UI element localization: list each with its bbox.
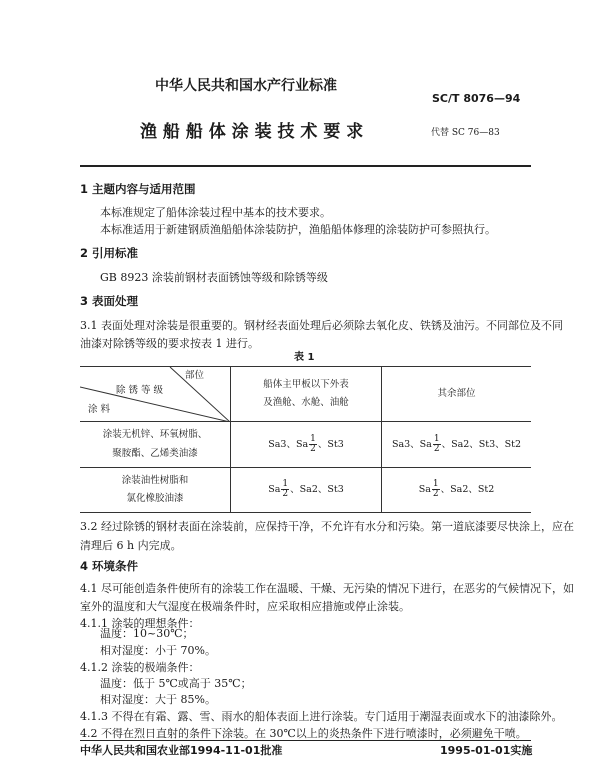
- clause-4-1-1: 4.1.1 涂装的理想条件：: [80, 617, 200, 630]
- doc-title: 渔 船 船 体 涂 装 技 术 要 求: [140, 122, 364, 142]
- numerator: 1: [310, 433, 316, 444]
- grade-cell: [382, 422, 532, 468]
- fraction: [309, 435, 317, 454]
- paint-line: 氯化橡胶油漆: [126, 493, 184, 504]
- table-caption: 表 1: [294, 352, 315, 363]
- paint-line: 涂装油性树脂和: [121, 474, 189, 486]
- paragraph-3-2: 3.2 经过除锈的钢材表面在涂装前，应保持干净，不允许有水分和污染。第一道底漆要尽快涂上，应在: [80, 520, 574, 533]
- table-corner-header: [80, 367, 231, 422]
- table-row: [80, 422, 531, 468]
- paint-cell: [80, 422, 231, 468]
- section-3-heading: 3 表面处理: [80, 294, 139, 308]
- corner-paint-label: 涂 料: [88, 404, 111, 415]
- ideal-humidity: 相对湿度：小于 70%。: [100, 644, 216, 657]
- paragraph: 本标准规定了船体涂装过程中基本的技术要求。: [100, 206, 331, 219]
- column-header-other: 其余部位: [382, 367, 532, 422]
- paragraph-3-1-cont: 油漆对除锈等级的要求按表 1 进行。: [80, 337, 259, 350]
- grade-text: Sa3、Sa: [391, 438, 432, 450]
- denominator: 2: [433, 443, 440, 454]
- effective-date: 1995-01-01实施: [440, 744, 533, 757]
- header-rule: [80, 165, 531, 167]
- denominator: 2: [310, 443, 316, 454]
- fraction: [433, 435, 441, 454]
- section-1-heading: 1 主题内容与适用范围: [80, 182, 196, 196]
- clause-4-1-3: 4.1.3 不得在有霜、露、雪、雨水的船体表面上进行涂装。专门适用于潮湿表面或水下的油漆除外。: [80, 710, 563, 723]
- approval-note: 中华人民共和国农业部1994-11-01批准: [80, 744, 283, 757]
- paragraph-3-1: 3.1 表面处理对涂装是很重要的。钢材经表面处理后必须除去氧化皮、铁锈及油污。不同部位及不同: [80, 319, 563, 332]
- paragraph-4-1: 4.1 尽可能创造条件使所有的涂装工作在温暖、干燥、无污染的情况下进行，在恶劣的气候情况下，如: [80, 582, 574, 595]
- corner-position-label: 部位: [185, 370, 205, 381]
- ideal-temperature: 温度：10~30℃；: [100, 627, 194, 640]
- standard-code: SC/T 8076—94: [432, 92, 521, 105]
- clause-4-1-2: 4.1.2 涂装的极端条件：: [80, 661, 200, 674]
- org-title: 中华人民共和国水产行业标准: [155, 78, 337, 94]
- grade-text: 、Sa2、St3、St2: [441, 438, 522, 450]
- numerator: 1: [432, 479, 439, 490]
- denominator: 2: [432, 489, 439, 500]
- header-line: 及渔舱、水舱、油舱: [263, 397, 349, 408]
- fraction: [281, 480, 289, 499]
- denominator: 2: [282, 489, 289, 500]
- grade-text: 、Sa2、St2: [440, 484, 495, 496]
- replaces-note: 代替 SC 76—83: [431, 128, 500, 138]
- grade-cell: [382, 468, 532, 513]
- section-2-heading: 2 引用标准: [80, 246, 139, 260]
- grade-cell: [231, 468, 382, 513]
- section-4-heading: 4 环境条件: [80, 559, 139, 573]
- paragraph-4-1-cont: 室外的温度和大气湿度在极端条件时，应采取相应措施或停止涂装。: [80, 600, 410, 613]
- footer-rule: [80, 740, 531, 741]
- grade-text: 、Sa2、St3: [290, 484, 344, 496]
- numerator: 1: [282, 479, 289, 490]
- numerator: 1: [433, 433, 440, 444]
- header-line: 船体主甲板以下外表: [263, 378, 349, 390]
- grade-text: Sa3、Sa: [268, 438, 309, 450]
- grade-text: 、St3: [317, 438, 344, 450]
- paint-line: 涂装无机锌、环氧树脂、: [102, 429, 208, 441]
- extreme-humidity: 相对湿度：大于 85%。: [100, 693, 216, 706]
- grade-text: Sa: [268, 484, 281, 496]
- corner-grade-label: 除 锈 等 级: [116, 385, 164, 396]
- extreme-temperature: 温度：低于 5℃或高于 35℃；: [100, 677, 252, 690]
- paragraph: 本标准适用于新建钢质渔船船体涂装防护，渔船船体修理的涂装防护可参照执行。: [100, 223, 496, 236]
- table-1: [80, 366, 531, 513]
- grade-cell: [231, 422, 382, 468]
- grade-text: Sa: [418, 484, 431, 496]
- column-header-hull: [231, 367, 382, 422]
- paragraph-3-2-cont: 清理后 6 h 内完成。: [80, 539, 182, 552]
- paint-cell: [80, 468, 231, 513]
- reference-item: GB 8923 涂装前钢材表面锈蚀等级和除锈等级: [100, 271, 328, 284]
- paint-line: 聚胺酯、乙烯类油漆: [112, 447, 198, 459]
- clause-4-2: 4.2 不得在烈日直射的条件下涂装。在 30℃以上的炎热条件下进行喷漆时，必须避免干喷。: [80, 727, 527, 740]
- table-row: [80, 468, 531, 513]
- fraction: [432, 480, 440, 499]
